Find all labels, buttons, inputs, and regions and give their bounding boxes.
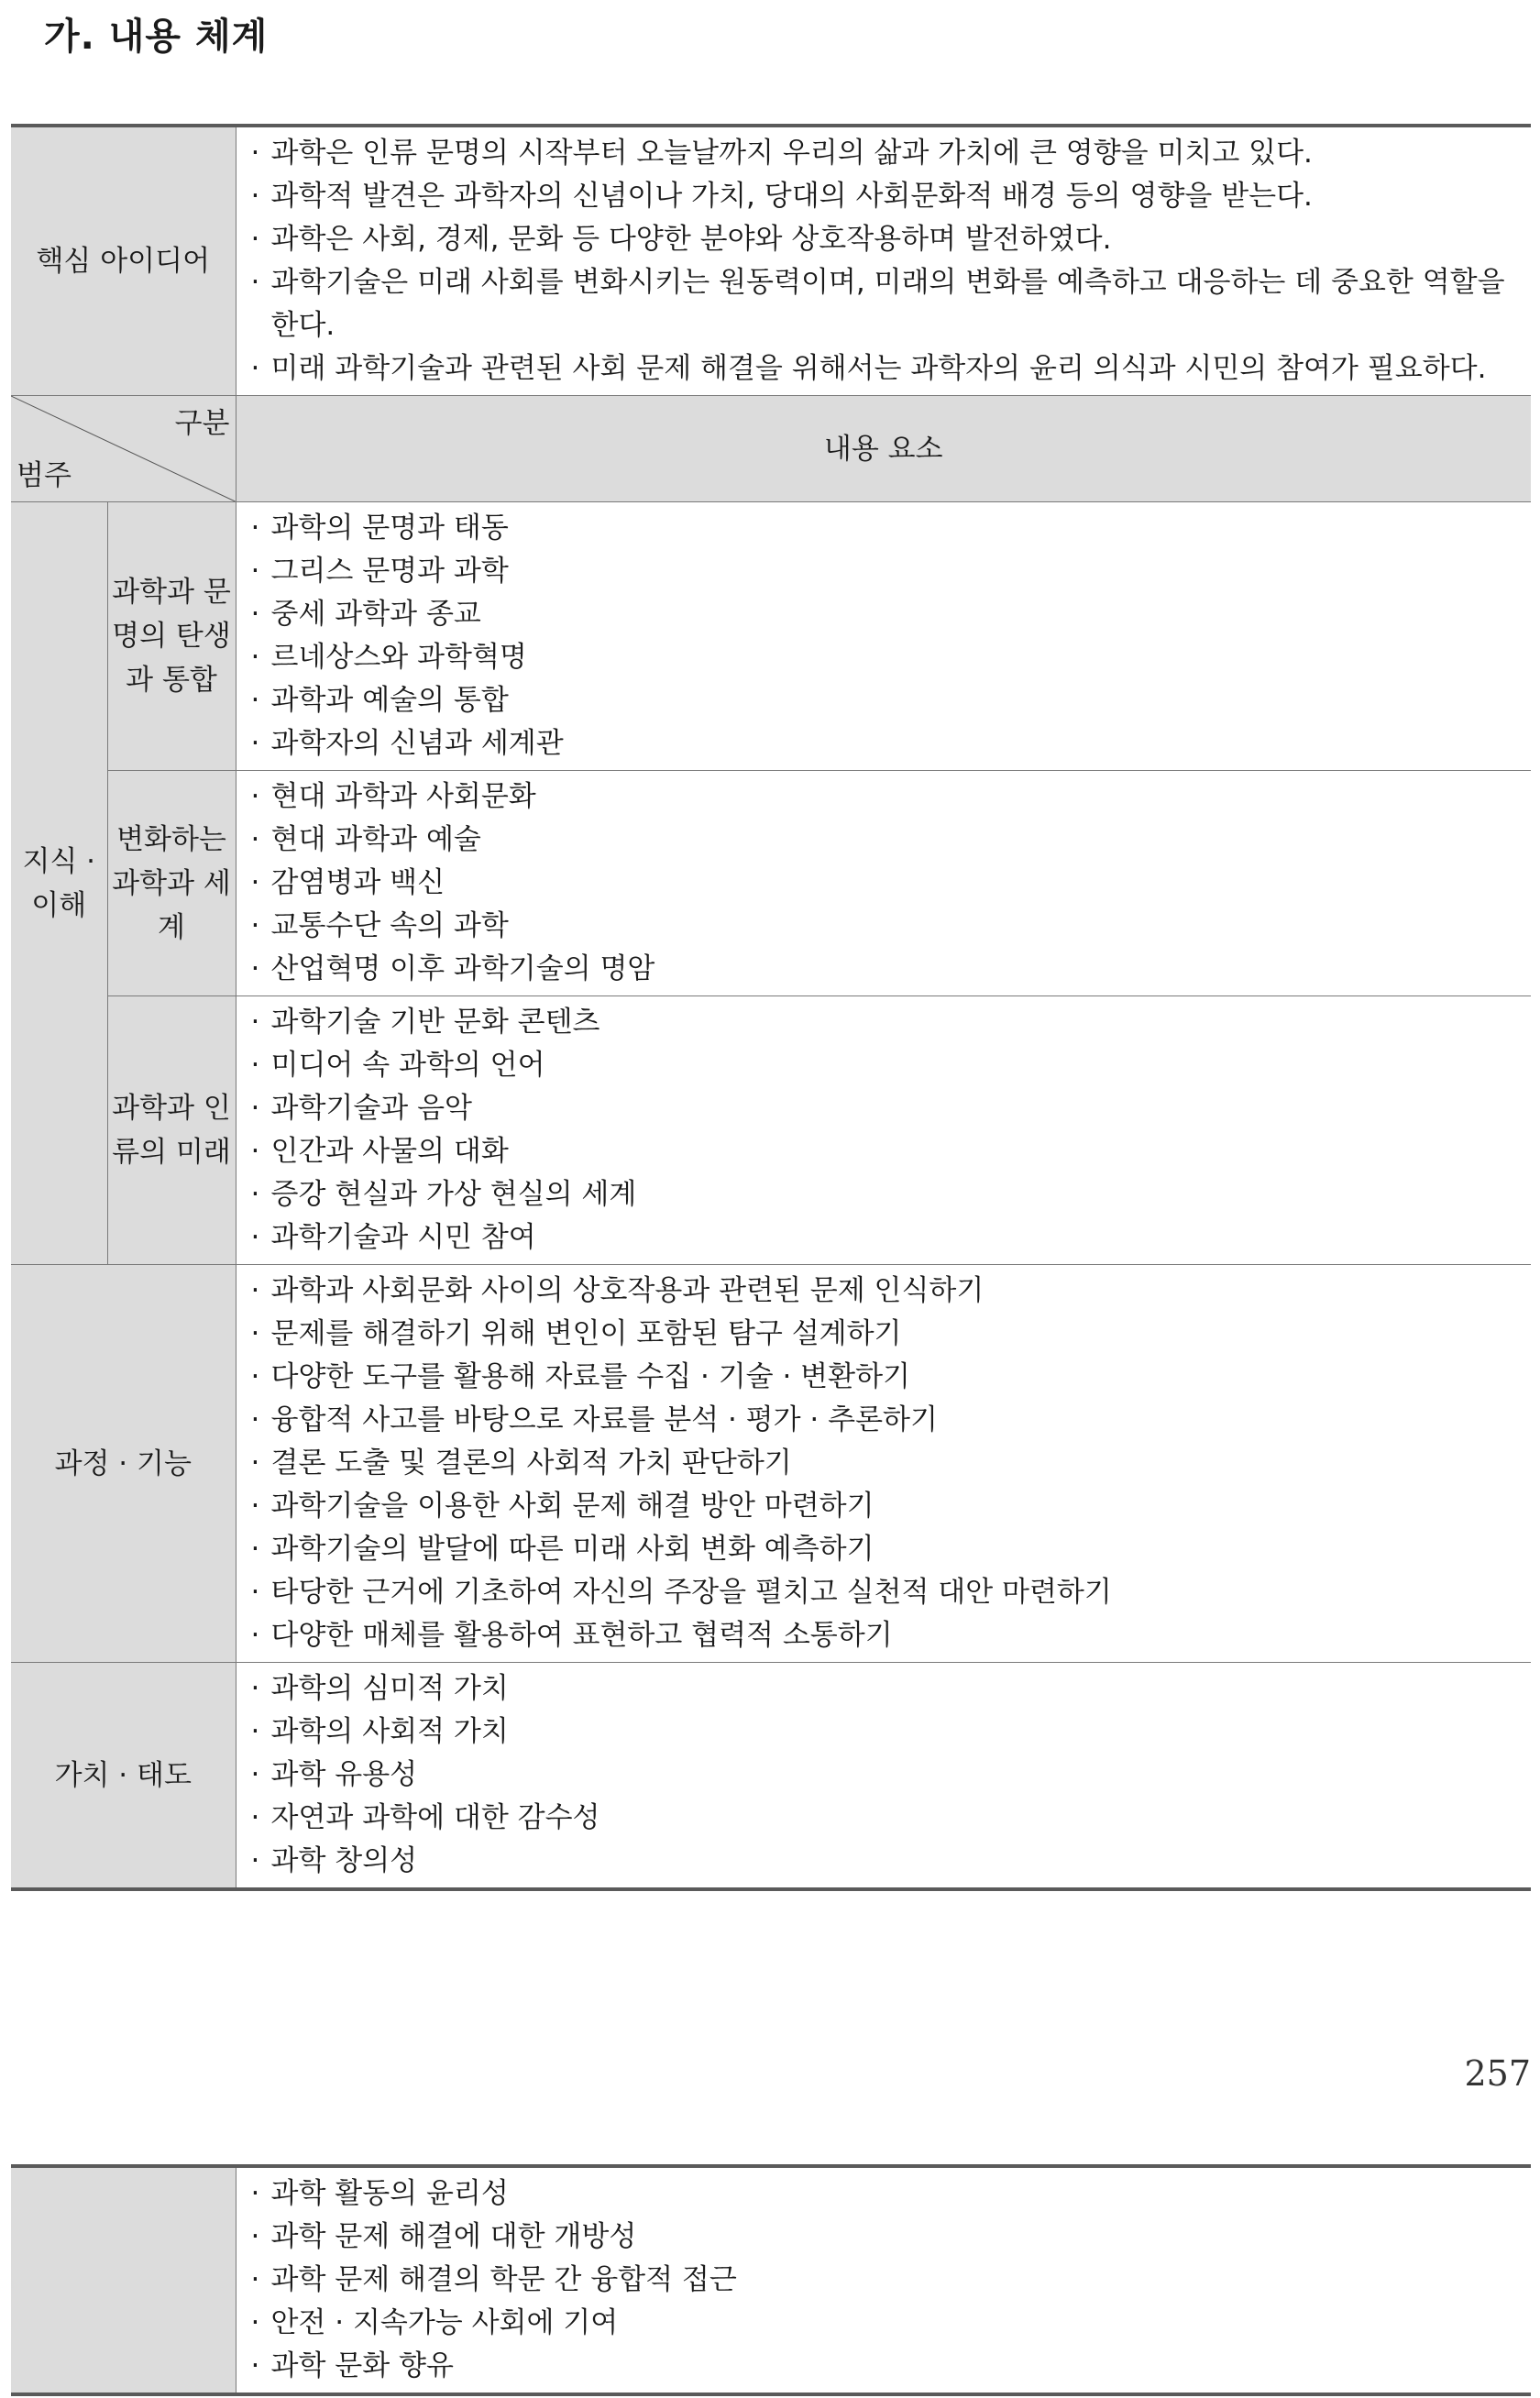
values-continued-row — [11, 2166, 1531, 2394]
page-title: 가. 내용 체계 — [44, 16, 269, 58]
list-item: · 과학 문제 해결에 대한 개방성 — [249, 2216, 1523, 2259]
knowledge-group-content — [236, 502, 1531, 771]
list-item: · 과학 유용성 — [249, 1754, 1523, 1797]
list-item: · 과학 활동의 윤리성 — [249, 2172, 1523, 2216]
content-system-table — [11, 124, 1531, 1891]
values-continued-list — [249, 2172, 1523, 2388]
list-item: · 인간과 사물의 대화 — [249, 1130, 1523, 1173]
core-idea-label: 핵심 아이디어 — [11, 126, 236, 396]
list-item: · 증강 현실과 가상 현실의 세계 — [249, 1173, 1523, 1216]
knowledge-group-row-2 — [11, 771, 1531, 996]
list-item: · 과학기술 기반 문화 콘텐츠 — [249, 1001, 1523, 1044]
values-category-label: 가치 · 태도 — [11, 1663, 236, 1890]
process-content — [236, 1265, 1531, 1663]
process-category-label: 과정 · 기능 — [11, 1265, 236, 1663]
list-item: · 과학기술을 이용한 사회 문제 해결 방안 마련하기 — [249, 1485, 1523, 1528]
knowledge-category-label: 지식 · 이해 — [11, 502, 107, 1265]
list-item: · 과학자의 신념과 세계관 — [249, 722, 1523, 765]
list-item: · 현대 과학과 예술 — [249, 819, 1523, 862]
list-item: · 과학 문제 해결의 학문 간 융합적 접근 — [249, 2259, 1523, 2302]
diagonal-header-cell — [11, 396, 236, 502]
knowledge-group-list — [249, 1001, 1523, 1260]
list-item: · 르네상스와 과학혁명 — [249, 636, 1523, 679]
list-item: · 타당한 근거에 기초하여 자신의 주장을 펼치고 실천적 대안 마련하기 — [249, 1571, 1523, 1614]
list-item: · 과학의 심미적 가치 — [249, 1667, 1523, 1710]
list-item: · 과학 문화 향유 — [249, 2345, 1523, 2388]
list-item: · 산업혁명 이후 과학기술의 명암 — [249, 948, 1523, 991]
list-item: · 자연과 과학에 대한 감수성 — [249, 1797, 1523, 1840]
list-item: · 과학과 사회문화 사이의 상호작용과 관련된 문제 인식하기 — [249, 1270, 1523, 1313]
values-list — [249, 1667, 1523, 1883]
list-item: · 과학기술은 미래 사회를 변화시키는 원동력이며, 미래의 변화를 예측하고 대응하는 데 중요한 역할을 한다. — [249, 261, 1523, 347]
knowledge-group-label: 변화하는 과학과 세계 — [107, 771, 236, 996]
list-item: · 과학 창의성 — [249, 1840, 1523, 1883]
list-item: · 감염병과 백신 — [249, 862, 1523, 905]
list-item: · 미디어 속 과학의 언어 — [249, 1044, 1523, 1087]
list-item: · 그리스 문명과 과학 — [249, 550, 1523, 593]
list-item: · 안전 · 지속가능 사회에 기여 — [249, 2302, 1523, 2345]
values-content — [236, 1663, 1531, 1890]
list-item: · 교통수단 속의 과학 — [249, 905, 1523, 948]
list-item: · 융합적 사고를 바탕으로 자료를 분석 · 평가 · 추론하기 — [249, 1399, 1523, 1442]
list-item: · 다양한 매체를 활용하여 표현하고 협력적 소통하기 — [249, 1614, 1523, 1657]
list-item: · 결론 도출 및 결론의 사회적 가치 판단하기 — [249, 1442, 1523, 1485]
core-idea-content — [236, 126, 1531, 396]
list-item: · 다양한 도구를 활용해 자료를 수집 · 기술 · 변환하기 — [249, 1356, 1523, 1399]
list-item: · 과학은 인류 문명의 시작부터 오늘날까지 우리의 삶과 가치에 큰 영향을 미치고 있다. — [249, 132, 1523, 175]
knowledge-group-row-1 — [11, 502, 1531, 771]
list-item: · 과학적 발견은 과학자의 신념이나 가치, 당대의 사회문화적 배경 등의 영향을 받는다. — [249, 175, 1523, 218]
page-number: 257 — [1464, 2053, 1531, 2094]
core-idea-list — [249, 132, 1523, 390]
knowledge-group-label: 과학과 인류의 미래 — [107, 996, 236, 1265]
knowledge-group-list — [249, 776, 1523, 991]
process-list — [249, 1270, 1523, 1657]
knowledge-group-row-3 — [11, 996, 1531, 1265]
division-label: 구분 — [174, 407, 230, 440]
core-idea-row — [11, 126, 1531, 396]
knowledge-group-list — [249, 507, 1523, 765]
knowledge-group-label: 과학과 문명의 탄생과 통합 — [107, 502, 236, 771]
list-item: · 과학기술과 시민 참여 — [249, 1216, 1523, 1260]
list-item: · 과학의 사회적 가치 — [249, 1710, 1523, 1754]
list-item: · 과학은 사회, 경제, 문화 등 다양한 분야와 상호작용하며 발전하였다. — [249, 218, 1523, 261]
list-item: · 과학기술과 음악 — [249, 1087, 1523, 1130]
list-item: · 과학의 문명과 태동 — [249, 507, 1523, 550]
list-item: · 미래 과학기술과 관련된 사회 문제 해결을 위해서는 과학자의 윤리 의식과 시민의 참여가 필요하다. — [249, 347, 1523, 390]
continued-table — [11, 2164, 1531, 2396]
values-continued-content — [236, 2166, 1531, 2394]
list-item: · 문제를 해결하기 위해 변인이 포함된 탐구 설계하기 — [249, 1313, 1523, 1356]
knowledge-group-content — [236, 996, 1531, 1265]
values-row — [11, 1663, 1531, 1890]
values-continued-label — [11, 2166, 236, 2394]
category-label: 범주 — [16, 459, 72, 492]
list-item: · 과학기술의 발달에 따른 미래 사회 변화 예측하기 — [249, 1528, 1523, 1571]
process-row — [11, 1265, 1531, 1663]
knowledge-group-content — [236, 771, 1531, 996]
list-item: · 중세 과학과 종교 — [249, 593, 1523, 636]
list-item: · 현대 과학과 사회문화 — [249, 776, 1523, 819]
content-element-header: 내용 요소 — [236, 396, 1531, 502]
list-item: · 과학과 예술의 통합 — [249, 679, 1523, 722]
header-row — [11, 396, 1531, 502]
